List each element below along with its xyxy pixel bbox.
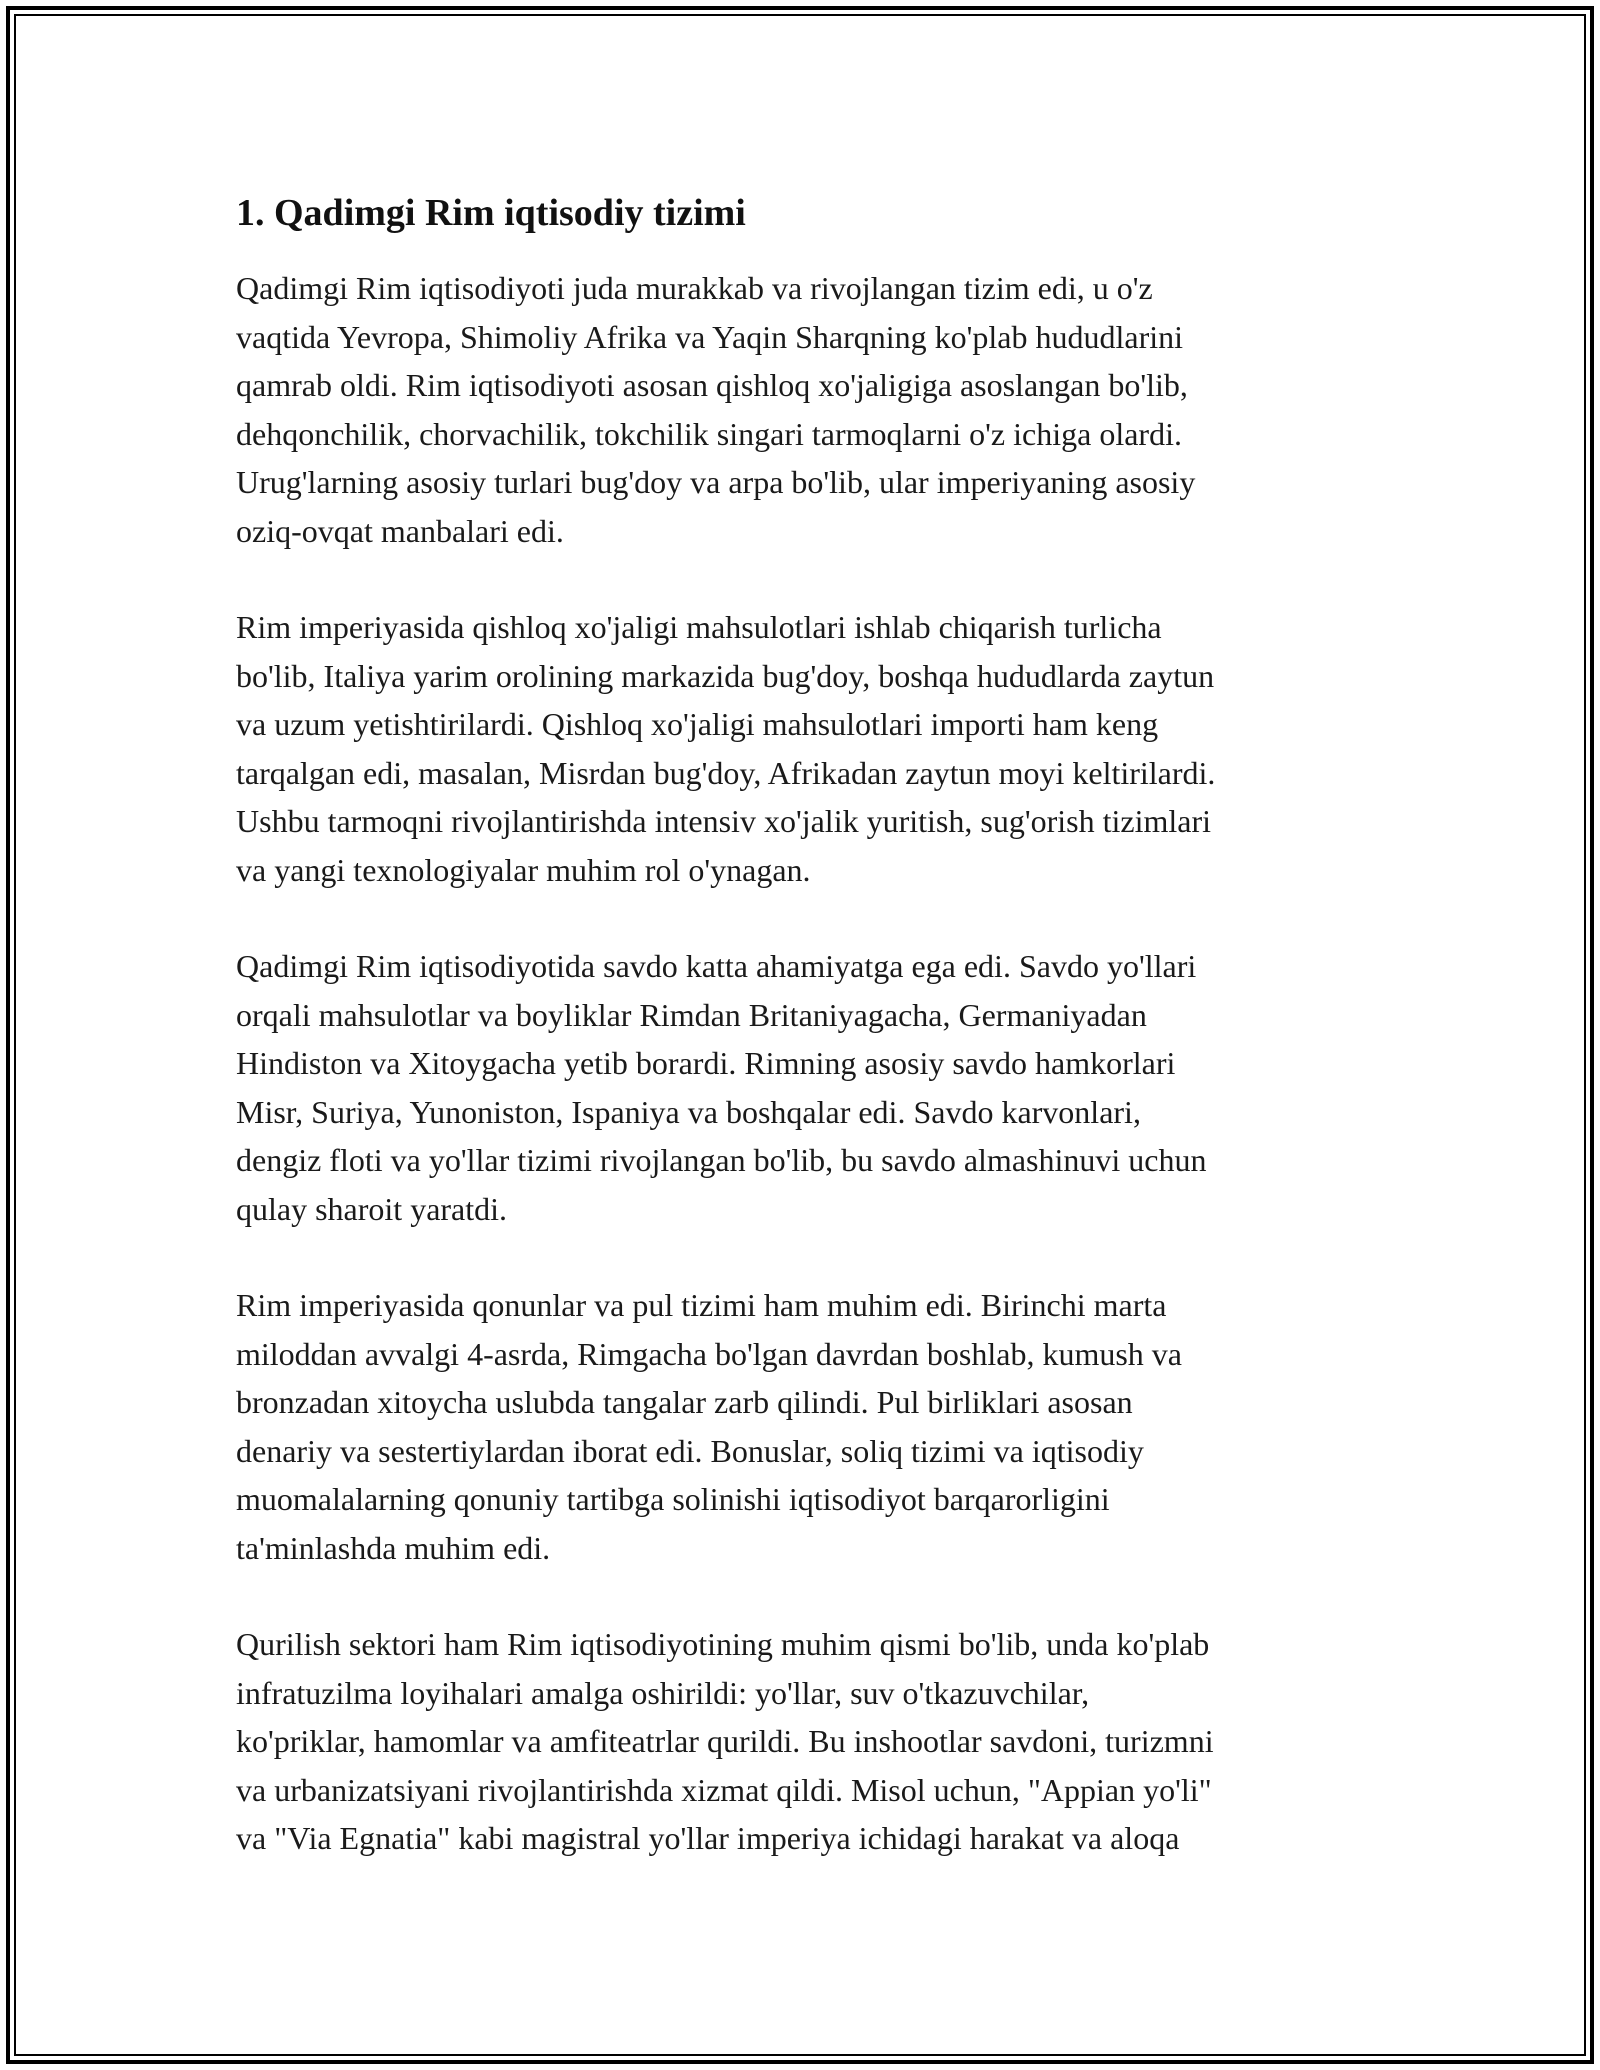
section-heading: 1. Qadimgi Rim iqtisodiy tizimi [236,192,746,234]
paragraph-3: Qadimgi Rim iqtisodiyotida savdo katta ahamiyatga ega edi. Savdo yo'llari orqali mahsulotlar va boyliklar Rimdan Britaniyagacha, Germaniyadan Hindiston va Xitoygacha yetib borardi. Rimning asosiy savdo hamkorlari Misr, Suriya, Yunoniston, Ispaniya va boshqalar edi. Savdo karvonlari, dengiz floti va yo'llar tizimi rivojlangan bo'lib, bu savdo almashinuvi uchun qulay sharoit yaratdi. [236,948,1207,1227]
paragraph-5: Qurilish sektori ham Rim iqtisodiyotining muhim qismi bo'lib, unda ko'plab infratuzilma loyihalari amalga oshirildi: yo'llar, suv o'tkazuvchilar, ko'priklar, hamomlar va amfiteatrlar qurildi. Bu inshootlar savdoni, turizmni va urbanizatsiyani rivojlantirishda xizmat qildi. Misol uchun, "Appian yo'li" va "Via Egnatia" kabi magistral yo'llar imperiya ichidagi harakat va aloqa [236,1626,1214,1856]
paragraph-4: Rim imperiyasida qonunlar va pul tizimi ham muhim edi. Birinchi marta miloddan avvalgi 4-asrda, Rimgacha bo'lgan davrdan boshlab, kumush va bronzadan xitoycha uslubda tangalar zarb qilindi. Pul birliklari asosan denariy va sestertiylardan iborat edi. Bonuslar, soliq tizimi va iqtisodiy muomalalarning qonuniy tartibga solinishi iqtisodiyot barqarorligini ta'minlashda muhim edi. [236,1287,1182,1566]
paragraph-2: Rim imperiyasida qishloq xo'jaligi mahsulotlari ishlab chiqarish turlicha bo'lib, Italiya yarim orolining markazida bug'doy, boshqa hududlarda zaytun va uzum yetishtirilardi. Qishloq xo'jaligi mahsulotlari importi ham keng tarqalgan edi, masalan, Misrdan bug'doy, Afrikadan zaytun moyi keltirilardi. Ushbu tarmoqni rivojlantirishda intensiv xo'jalik yuritish, sug'orish tizimlari va yangi texnologiyalar muhim rol o'ynagan. [236,609,1216,888]
paragraph-1: Qadimgi Rim iqtisodiyoti juda murakkab va rivojlangan tizim edi, u o'z vaqtida Yevropa, Shimoliy Afrika va Yaqin Sharqning ko'plab hududlarini qamrab oldi. Rim iqtisodiyoti asosan qishloq xo'jaligiga asoslangan bo'lib, dehqonchilik, chorvachilik, tokchilik singari tarmoqlarni o'z ichiga olardi. Urug'larning asosiy turlari bug'doy va arpa bo'lib, ular imperiyaning asosiy oziq-ovqat manbalari edi. [236,270,1196,549]
document-body [236,188,1366,1911]
